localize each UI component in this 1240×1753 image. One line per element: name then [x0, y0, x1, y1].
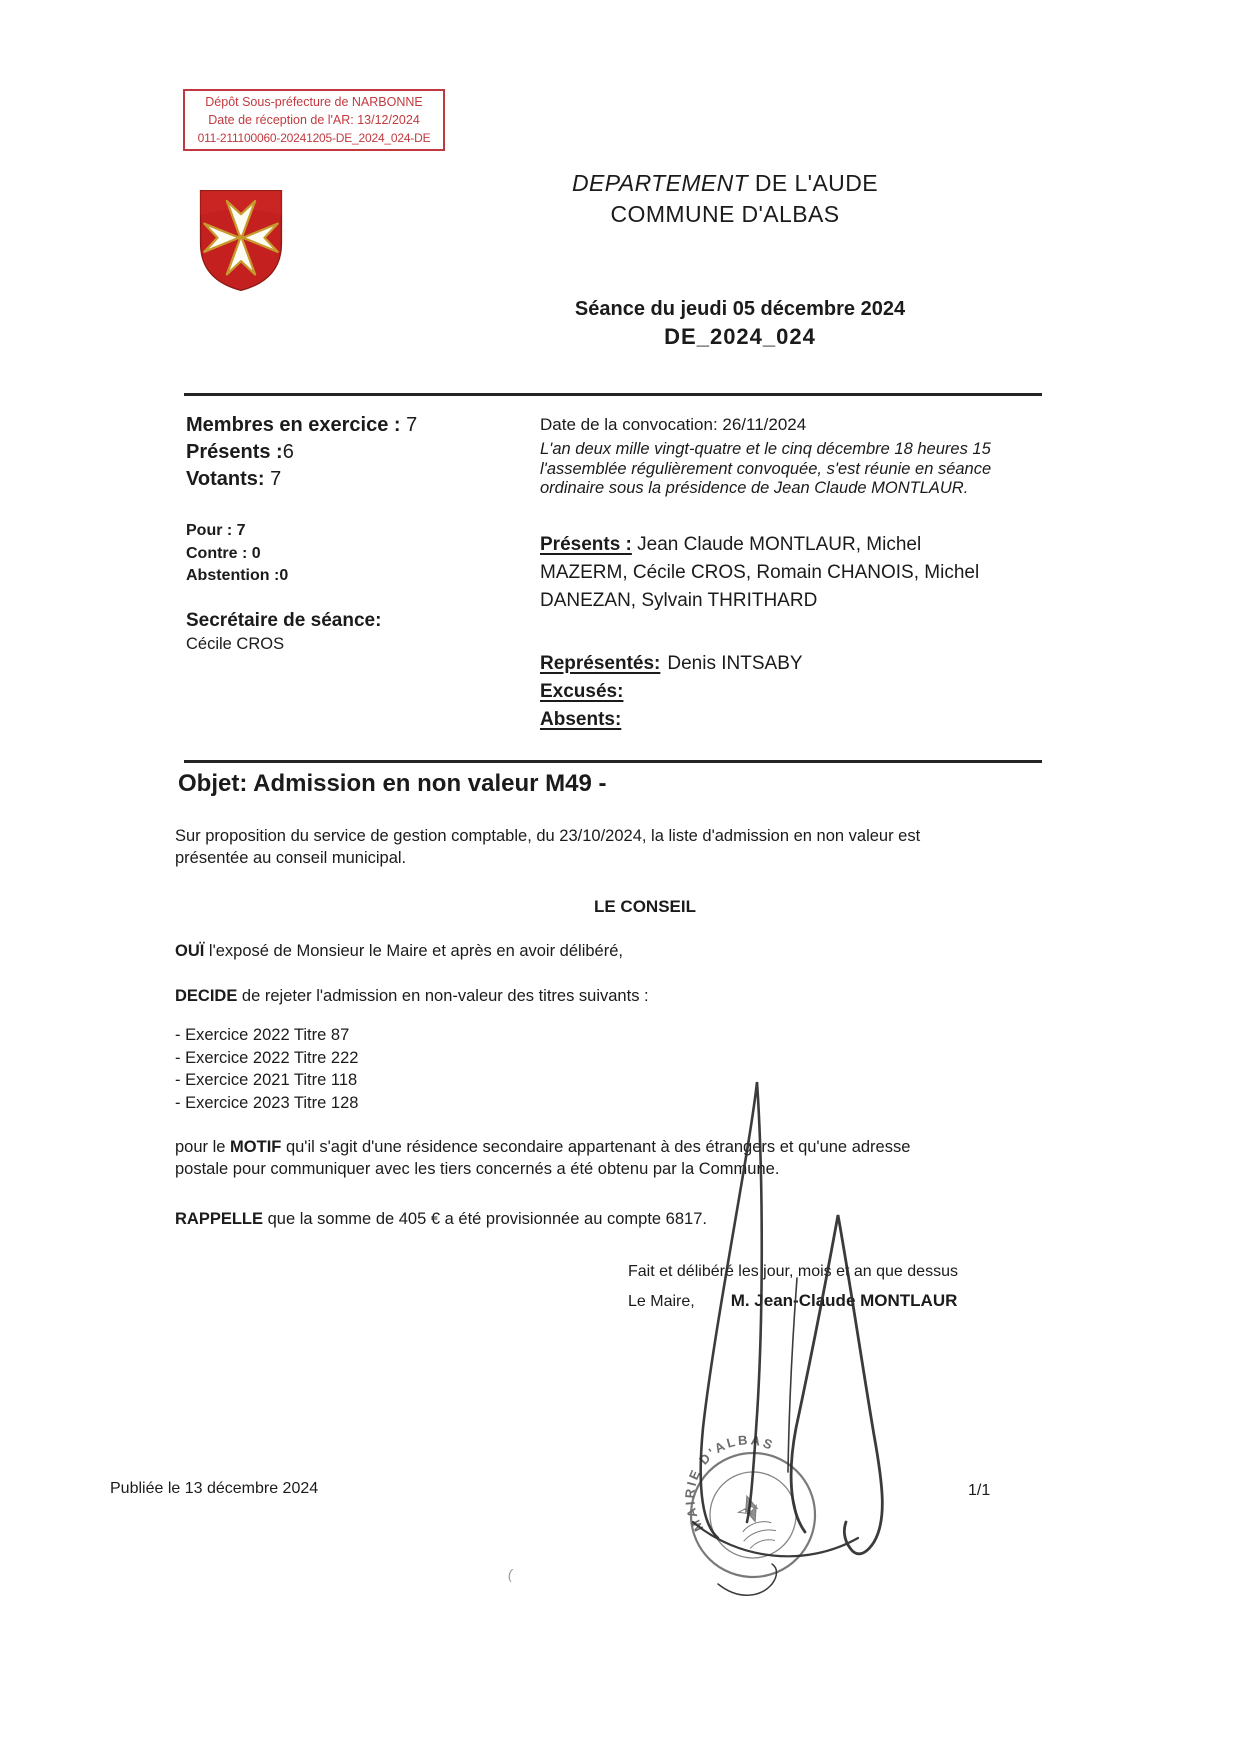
session-details-panel: [540, 414, 1040, 734]
document-header: [490, 168, 960, 230]
objet-title: Objet: Admission en non valeur M49 -: [178, 770, 607, 797]
absents-list: Absents:: [540, 708, 622, 730]
ar-stamp-line1: Dépôt Sous-préfecture de NARBONNE: [205, 95, 423, 109]
presents-list: Présents : Jean Claude MONTLAUR, Michel MAZERM, Cécile CROS, Romain CHANOIS, Michel DANEZAN, Sylvain THRITHARD: [540, 533, 980, 611]
session-preamble: L'an deux mille vingt-quatre et le cinq décembre 18 heures 15 l'assemblée régulièrement convoquée, s'est réunie en séance ordinaire sous la présidence de Jean Claude MONTLAUR.: [540, 440, 992, 497]
paragraph-motif: pour le MOTIF qu'il s'agit d'une résidence secondaire appartenant à des étrangers et qu'une adresse postale pour communiquer avec les tiers concernés a été obtenu par la Commune.: [175, 1138, 911, 1178]
titre-item: - Exercice 2021 Titre 118: [175, 1071, 358, 1089]
excuses-list: Excusés:: [540, 680, 624, 702]
titre-item: - Exercice 2022 Titre 222: [175, 1048, 359, 1067]
paragraph-rappelle: RAPPELLE que la somme de 405 € a été provisionnée au compte 6817.: [175, 1210, 707, 1228]
abstention-line: Abstention :0: [186, 567, 289, 584]
membres-line: Membres en exercice : 7: [186, 414, 418, 436]
contre-line: Contre : 0: [186, 544, 261, 562]
secretaire-label: Secrétaire de séance:: [186, 609, 382, 631]
ar-stamp-line3: 011-211100060-20241205-DE_2024_024-DE: [197, 131, 431, 145]
session-title-block: [460, 296, 1020, 352]
presents-line: Présents :6: [186, 441, 294, 463]
session-reference: DE_2024_024: [664, 324, 816, 349]
convocation-date: Date de la convocation: 26/11/2024: [540, 415, 807, 434]
le-conseil-heading: LE CONSEIL: [593, 897, 696, 916]
department-line: [490, 168, 960, 199]
votants-line: Votants: 7: [186, 468, 282, 490]
separator-rule-top: [184, 393, 1042, 396]
pour-line: Pour : 7: [186, 522, 246, 539]
stamp-arc-text: MAIRIE D'ALBAS: [682, 1432, 777, 1534]
maire-line: Le Maire, M. Jean-Claude MONTLAUR: [628, 1291, 958, 1310]
closing-block: [628, 1261, 958, 1313]
department-rest: DE L'AUDE: [748, 170, 878, 196]
prefecture-reception-stamp: [183, 89, 445, 151]
page-number: 1/1: [968, 1482, 991, 1499]
separator-rule-objet: [184, 760, 1042, 763]
mairie-round-stamp: [665, 1416, 831, 1594]
representes-list: Représentés: Denis INTSABY: [540, 652, 803, 674]
secretaire-name: Cécile CROS: [186, 634, 285, 653]
paragraph-oui: OUÏ l'exposé de Monsieur le Maire et après en avoir délibéré,: [175, 942, 623, 960]
svg-text:MAIRIE D'ALBAS: [665, 1421, 796, 1534]
department-word: DEPARTEMENT: [572, 170, 749, 196]
titre-item: - Exercice 2022 Titre 87: [175, 1026, 350, 1044]
paragraph-decide: DECIDE de rejeter l'admission en non-valeur des titres suivants :: [175, 987, 649, 1005]
scan-artifact: (: [506, 1565, 514, 1583]
ar-stamp-line2: Date de réception de l'AR: 13/12/2024: [208, 113, 420, 127]
paragraph-proposition: Sur proposition du service de gestion comptable, du 23/10/2024, la liste d'admission en non valeur est présentée au conseil municipal.: [175, 827, 921, 867]
publication-date: Publiée le 13 décembre 2024: [110, 1480, 319, 1497]
maire-name: M. Jean-Claude MONTLAUR: [730, 1291, 958, 1310]
titres-list: [175, 1024, 358, 1114]
titre-item: - Exercice 2023 Titre 128: [175, 1093, 359, 1112]
commune-coat-of-arms-icon: [194, 186, 288, 296]
commune-line: COMMUNE D'ALBAS: [610, 201, 840, 227]
session-date: Séance du jeudi 05 décembre 2024: [574, 298, 906, 320]
vote-summary-panel: [186, 412, 516, 655]
closing-formula: Fait et délibéré les jour, mois et an que dessus: [628, 1263, 958, 1280]
